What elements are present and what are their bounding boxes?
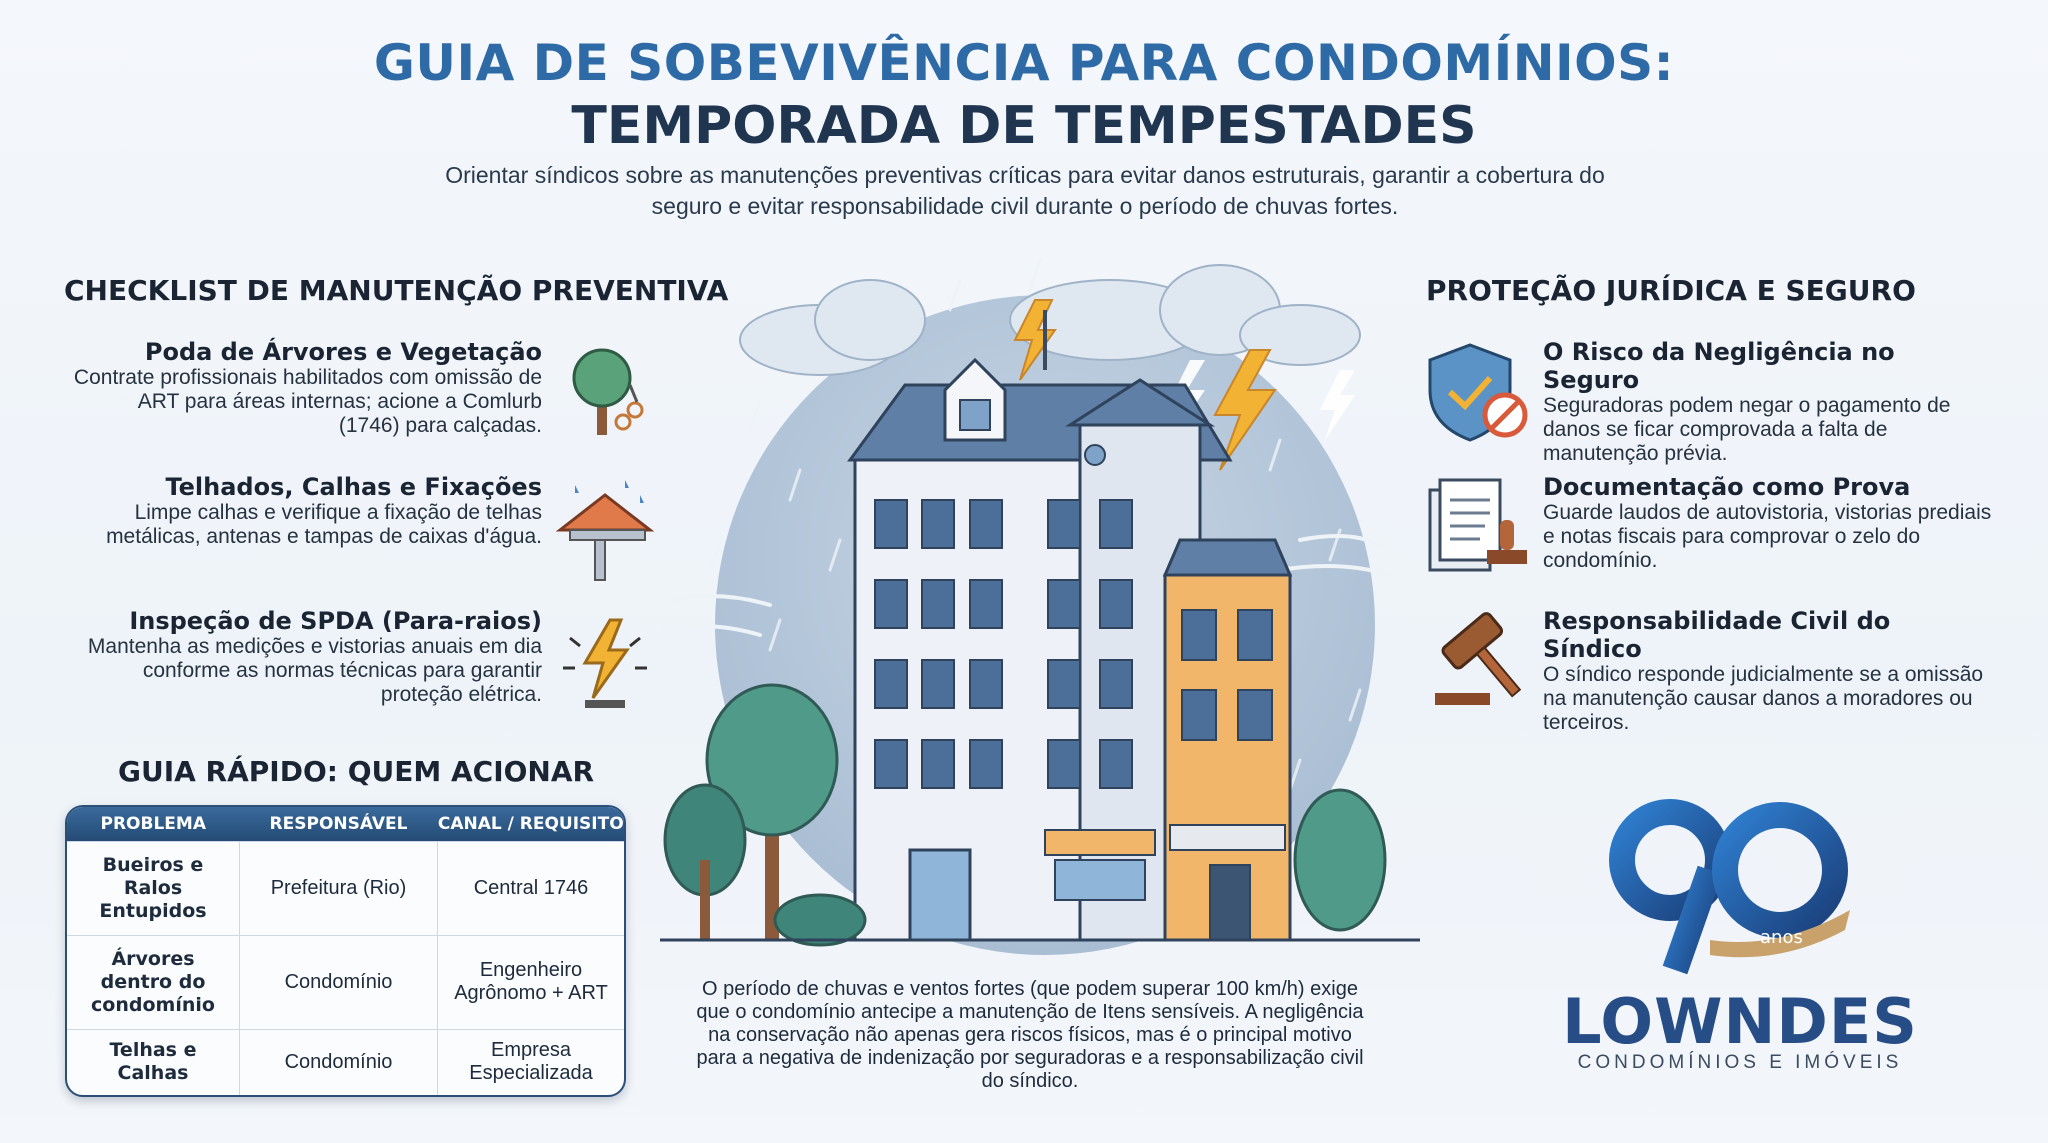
tree-pruning-icon <box>555 340 655 440</box>
checklist-item-spda <box>72 607 542 707</box>
table-header-cell: PROBLEMA <box>67 807 240 842</box>
table-row <box>67 935 624 1029</box>
quick-guide-table <box>65 805 626 1097</box>
page-title-line1: GUIA DE SOBEVIVÊNCIA PARA CONDOMÍNIOS: <box>373 34 1675 92</box>
logo-tagline: CONDOMÍNIOS E IMÓVEIS <box>1577 1052 1903 1073</box>
table-cell: Condomínio <box>240 935 438 1029</box>
storm-building-illustration <box>660 240 1420 960</box>
logo-anos: anos <box>1760 927 1803 948</box>
item-title: O Risco da Negligência no Seguro <box>1543 338 1895 394</box>
legal-item-documentation <box>1543 473 1993 573</box>
table-row <box>67 842 624 936</box>
legal-title: PROTEÇÃO JURÍDICA E SEGURO <box>1426 274 1916 307</box>
table-cell: Condomínio <box>240 1029 438 1095</box>
item-title: Responsabilidade Civil do Síndico <box>1543 607 1891 663</box>
table-cell: Bueiros e Ralos Entupidos <box>67 842 240 936</box>
item-text: Guarde laudos de autovistoria, vistorias prediais e notas fiscais para comprovar o zelo do condomínio. <box>1543 501 1992 572</box>
item-text: Mantenha as medições e vistorias anuais em dia conforme as normas técnicas para garantir proteção elétrica. <box>87 635 542 706</box>
summary-paragraph: O período de chuvas e ventos fortes (que podem superar 100 km/h) exige que o condomínio antecipe a manutenção de Itens sensíveis. A negligência na conservação não apenas gera riscos físicos, mas é o principal motivo para a negativa de indenização por seguradoras e a responsabilização civil do síndico. <box>696 978 1364 1092</box>
table-cell: Central 1746 <box>438 842 625 936</box>
item-text: Seguradoras podem negar o pagamento de danos se ficar comprovada a falta de manutenção prévia. <box>1543 394 1951 465</box>
item-title: Telhados, Calhas e Fixações <box>165 473 542 501</box>
legal-item-insurance <box>1543 338 1993 466</box>
item-title: Poda de Árvores e Vegetação <box>144 338 542 366</box>
legal-item-civil-liability <box>1543 607 1993 735</box>
shield-denied-icon <box>1425 340 1535 445</box>
logo-name: LOWNDES <box>1562 985 1918 1058</box>
item-title: Documentação como Prova <box>1543 473 1911 501</box>
item-text: O síndico responde judicialmente se a omissão na manutenção causar danos a moradores ou terceiros. <box>1543 663 1984 734</box>
documents-stamp-icon <box>1425 475 1535 580</box>
table-cell: Engenheiro Agrônomo + ART <box>438 935 625 1029</box>
table-cell: Empresa Especializada <box>438 1029 625 1095</box>
checklist-item-tree-pruning <box>72 338 542 438</box>
table-header-cell: RESPONSÁVEL <box>240 807 438 842</box>
table-cell: Prefeitura (Rio) <box>240 842 438 936</box>
gavel-icon <box>1425 605 1535 710</box>
page-title-line2: TEMPORADA DE TEMPESTADES <box>571 96 1477 156</box>
table-cell: Árvores dentro do condomínio <box>67 935 240 1029</box>
roof-gutter-icon <box>555 475 655 585</box>
table-cell: Telhas e Calhas <box>67 1029 240 1095</box>
quick-guide-title: GUIA RÁPIDO: QUEM ACIONAR <box>118 755 595 788</box>
table-header-row <box>67 807 624 842</box>
checklist-item-roofs <box>72 473 542 549</box>
door <box>910 850 970 940</box>
table-header-cell: CANAL / REQUISITO <box>438 807 625 842</box>
item-text: Contrate profissionais habilitados com omissão de ART para áreas internas; acione a Comlurb (1746) para calçadas. <box>73 366 542 437</box>
checklist-title: CHECKLIST DE MANUTENÇÃO PREVENTIVA <box>64 274 729 307</box>
page-subtitle: Orientar síndicos sobre as manutenções preventivas críticas para evitar danos estruturais, garantir a cobertura do seguro e evitar responsabilidade civil durante o período de chuvas fortes. <box>445 162 1605 219</box>
lowndes-90-logo <box>1600 790 1860 980</box>
item-text: Limpe calhas e verifique a fixação de telhas metálicas, antenas e tampas de caixas d'água. <box>106 501 542 548</box>
item-title: Inspeção de SPDA (Para-raios) <box>129 607 542 635</box>
table-row <box>67 1029 624 1095</box>
lightning-rod-icon <box>555 608 655 713</box>
